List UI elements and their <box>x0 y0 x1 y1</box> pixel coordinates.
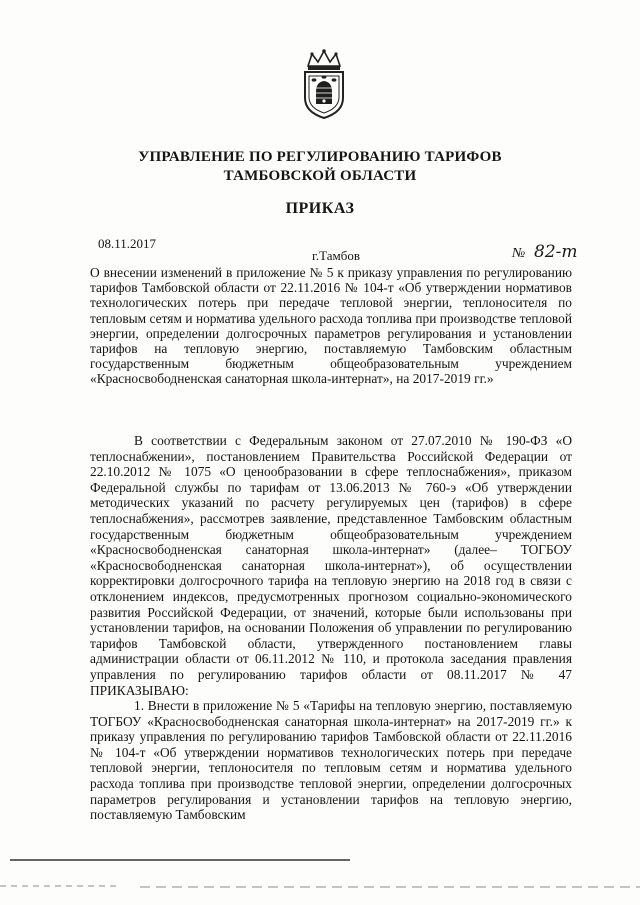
order-number-label: № <box>512 246 526 261</box>
order-date: 08.11.2017 <box>98 236 157 251</box>
body-paragraph-1-text: В соответствии с Федеральным законом от 27.07.2010 № 190-ФЗ «О теплоснабжении», постановлением Правительства Российской Федерации от 22.10.2012 № 1075 «О ценообразовании в сфере теплоснабжения», приказом Федеральной службы по тарифам от 13.06.2013 № 760-э «Об утверждении методических указаний по расчету регулируемых цен (тарифов) в сфере теплоснабжения», рассмотрев заявление, представленное Тамбовским областным государственным бюджетным общеобразовательным учреждением «Красносвободненская санаторная школа-интернат» (далее– ТОГБОУ «Красносвободненская санаторная школа-интернат»), об осуществлении корректировки долгосрочного тарифа на тепловую энергию на 2018 год в связи с отклонением индексов, предусмотренных прогнозом социально-экономического развития Российской Федерации, от значений, которые были использованы при установлении тарифов, на основании Положения об управлении по регулированию тарифов Тамбовской области, утвержденного постановлением главы администрации области от 06.11.2012 № 110, и протокола заседания правления управления по регулированию тарифов области от 08.11.2017 № 47 ПРИКАЗЫВАЮ: <box>90 433 572 698</box>
order-city: г.Тамбов <box>312 248 360 263</box>
body-paragraph-2-text: 1. Внести в приложение № 5 «Тарифы на тепловую энергию, поставляемую ТОГБОУ «Красносвободненская санаторная школа-интернат» на 2017-2019 гг.» к приказу управления по регулированию тарифов Тамбовской области от 22.11.2016 № 104-т «Об утверждении нормативов технологических потерь при передаче тепловой энергии, теплоносителя по тепловым сетям и норматива удельного расхода топлива при производстве тепловой энергии, определении долгосрочных параметров регулирования и установлении тарифов на тепловую энергию, поставляемую Тамбовским <box>90 698 572 823</box>
org-line-1: УПРАВЛЕНИЕ ПО РЕГУЛИРОВАНИЮ ТАРИФОВ <box>138 149 502 165</box>
document-type: ПРИКАЗ <box>285 200 355 217</box>
order-number-handwritten: 82-т <box>534 242 578 262</box>
coat-of-arms-icon <box>296 48 352 120</box>
organization-name <box>100 148 540 186</box>
scan-edge-lines <box>0 856 640 896</box>
org-line-2: ТАМБОВСКОЙ ОБЛАСТИ <box>223 168 417 184</box>
order-subject: О внесении изменений в приложение № 5 к приказу управления по регулированию тарифов Тамбовской области от 22.11.2016 № 104-т «Об утверждении нормативов технологических потерь при передаче тепловой энергии, теплоносителя по тепловым сетям и норматива удельного расхода топлива при производстве тепловой энергии, определении долгосрочных параметров регулирования и установлении тарифов на тепловую энергию, поставляемую Тамбовским областным государственным бюджетным общеобразовательным учреждением «Красносвободненская санаторная школа-интернат», на 2017-2019 гг.» <box>90 265 572 387</box>
body-paragraph-1 <box>90 433 572 698</box>
body-paragraph-2 <box>90 698 572 823</box>
